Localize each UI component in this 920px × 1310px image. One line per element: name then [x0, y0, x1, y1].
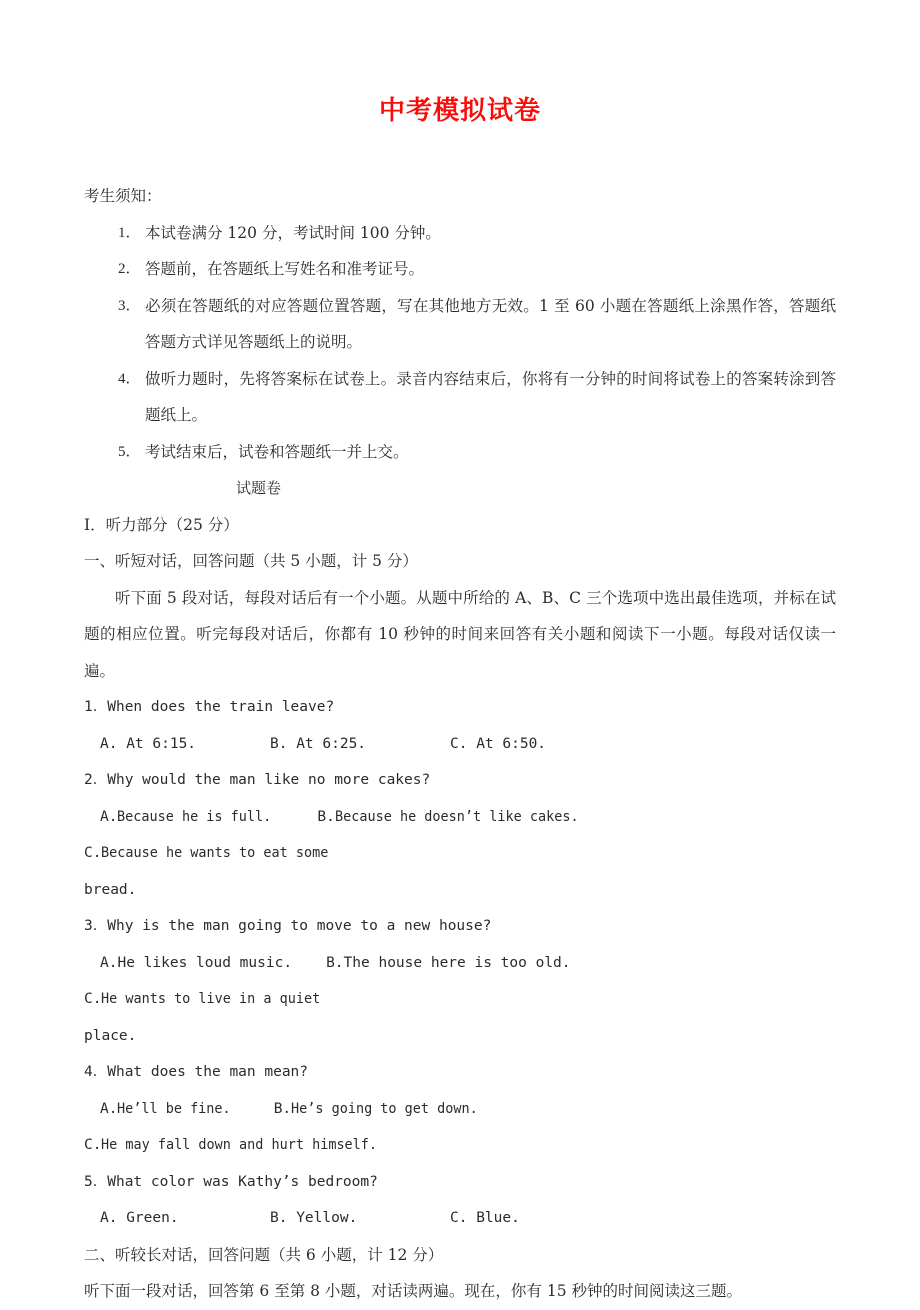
part-i-heading: I．听力部分（25 分）	[84, 515, 239, 534]
option-b[interactable]	[274, 1091, 492, 1128]
option-c-label: C.	[450, 1210, 468, 1226]
option-a-text: Because he is full.	[117, 808, 272, 825]
option-b-label: B.	[270, 1210, 288, 1226]
option-b-label: B.	[273, 1100, 292, 1117]
option-a-text: At 6:15.	[126, 735, 197, 752]
option-b-label: B.	[326, 954, 344, 971]
option-b-text: Because he doesn’t like cakes.	[334, 808, 579, 825]
option-a-label: A.	[100, 808, 118, 825]
section-two-heading: 二、听较长对话，回答问题（共 6 小题，计 12 分）	[84, 1245, 444, 1264]
question-stem: 3．Why is the man going to move to a new house?	[84, 918, 492, 934]
notice-item-text: 必须在答题纸的对应答题位置答题，写在其他地方无效。1 至 60 小题在答题纸上涂黑作答，答题纸答题方式详见答题纸上的说明。	[145, 296, 836, 351]
option-a-text: Green.	[126, 1210, 179, 1226]
question-options	[84, 1200, 836, 1237]
option-c[interactable]	[84, 835, 346, 872]
question-stem: 5．What color was Kathy’s bedroom?	[84, 1173, 378, 1190]
question-options	[84, 1091, 836, 1164]
option-c-wrapped-tail: place.	[84, 1027, 137, 1044]
option-b-label: B.	[270, 735, 288, 752]
notice-item-text: 答题前，在答题纸上写姓名和准考证号。	[145, 260, 425, 278]
question-options	[84, 726, 836, 763]
option-c-wrapped-tail: bread.	[84, 881, 137, 898]
notice-item-text: 做听力题时，先将答案标在试卷上。录音内容结束后，你将有一分钟的时间将试卷上的答案转涂到答题纸上。	[145, 369, 836, 424]
option-c-text: Because he wants to eat some	[101, 845, 329, 861]
notice-item	[84, 215, 836, 252]
option-c[interactable]	[450, 726, 546, 763]
notice-item	[84, 251, 836, 288]
option-b-text: Yellow.	[296, 1210, 358, 1226]
option-b[interactable]	[270, 726, 366, 763]
option-b-text: At 6:25.	[296, 735, 367, 752]
notice-item-number: 3．	[118, 297, 141, 314]
section-one-heading: 一、听短对话，回答问题（共 5 小题，计 5 分）	[84, 552, 418, 570]
notice-item-number: 4．	[118, 370, 141, 387]
section-one-instructions: 听下面 5 段对话，每段对话后有一个小题。从题中所给的 A、B、C 三个选项中选出最佳选项，并标在试题的相应位置。听完每段对话后，你都有 10 秒钟的时间来回答有关小题和阅读下一小题。每段对话仅读一遍。	[84, 588, 836, 680]
page-title: 中考模拟试卷	[378, 96, 541, 126]
option-b-text: The house here is too old.	[343, 954, 571, 971]
option-a-label: A.	[100, 1210, 118, 1226]
question-options	[84, 945, 836, 1055]
paper-label: 试题卷	[236, 479, 282, 497]
option-c-label: C.	[84, 1137, 102, 1153]
question-stem: 1．When does the train leave?	[84, 699, 335, 715]
option-a[interactable]	[100, 799, 283, 836]
document-body	[84, 178, 836, 1310]
notice-item	[84, 361, 836, 434]
option-b-text: He’s going to get down.	[291, 1100, 478, 1117]
option-a-label: A.	[100, 1100, 118, 1117]
option-a-text: He’ll be fine.	[117, 1100, 232, 1117]
option-a[interactable]	[100, 726, 196, 763]
notice-item-text: 本试卷满分 120 分，考试时间 100 分钟。	[145, 223, 441, 242]
notice-item-number: 2．	[118, 261, 141, 277]
question-stem: 2．Why would the man like no more cakes?	[84, 772, 431, 788]
option-c-text: Blue.	[476, 1210, 520, 1226]
option-c-text: He may fall down and hurt himself.	[101, 1137, 378, 1153]
option-a[interactable]	[100, 1091, 240, 1128]
option-b[interactable]	[317, 799, 596, 836]
notice-item-number: 1．	[118, 224, 141, 241]
question-options	[84, 799, 836, 909]
question-stem: 4．What does the man mean?	[84, 1064, 309, 1080]
option-c[interactable]	[84, 981, 337, 1018]
section-two-instructions: 听下面一段对话，回答第 6 至第 8 小题，对话读两遍。现在，你有 15 秒钟的时间阅读这三题。	[84, 1282, 743, 1300]
notice-heading: 考生须知：	[84, 187, 162, 205]
notice-item	[84, 434, 836, 471]
option-c-label: C.	[450, 735, 468, 752]
option-c-label: C.	[84, 991, 102, 1007]
notice-item-number: 5．	[118, 443, 141, 460]
notice-list	[84, 215, 836, 471]
option-c-text: At 6:50.	[476, 735, 547, 752]
option-a-text: He likes loud music.	[117, 954, 293, 971]
notice-item	[84, 288, 836, 361]
option-a[interactable]	[100, 945, 292, 982]
notice-item-text: 考试结束后，试卷和答题纸一并上交。	[145, 442, 409, 461]
option-c[interactable]	[84, 1127, 398, 1164]
option-b[interactable]	[326, 945, 570, 982]
option-c-text: He wants to live in a quiet	[101, 991, 321, 1007]
option-b-label: B.	[317, 808, 335, 825]
option-a-label: A.	[100, 954, 118, 971]
option-c-label: C.	[84, 845, 102, 861]
option-a[interactable]	[100, 1200, 179, 1237]
option-c[interactable]	[450, 1200, 520, 1237]
option-b[interactable]	[270, 1200, 357, 1237]
option-a-label: A.	[100, 735, 118, 752]
